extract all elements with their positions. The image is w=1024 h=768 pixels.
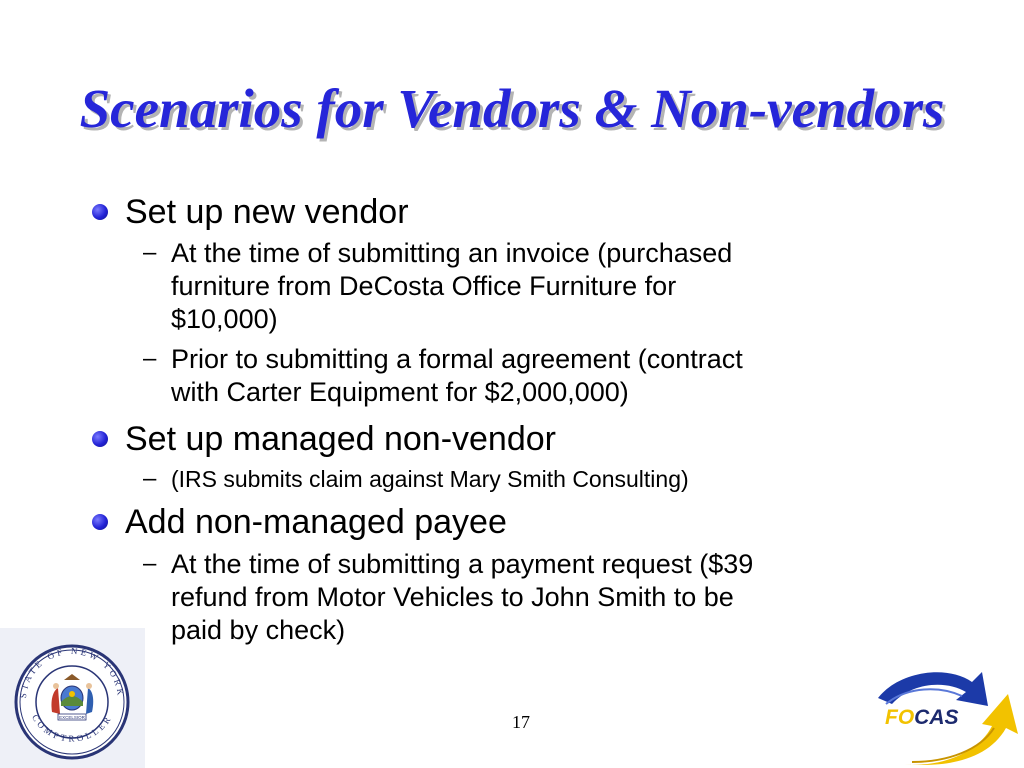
sub-item-line: (IRS submits claim against Mary Smith Consulting) [171, 466, 689, 492]
dash-marker: – [143, 465, 157, 492]
sub-item-line: At the time of submitting a payment request ($39 [171, 549, 754, 579]
focas-wordmark [885, 706, 959, 730]
sub-item-line: refund from Motor Vehicles to John Smith to be [171, 582, 734, 612]
bullet-item: Add non-managed payee [125, 503, 507, 541]
focas-fo: FO [885, 706, 915, 729]
sub-item-line: furniture from DeCosta Office Furniture for [171, 271, 677, 301]
sub-item-line: Prior to submitting a formal agreement (contract [171, 344, 743, 374]
seal-top-text: STATE OF NEW YORK [17, 645, 127, 699]
focas-cas: CAS [914, 706, 959, 729]
sub-item-line: with Carter Equipment for $2,000,000) [171, 377, 629, 407]
bullet-dot [92, 431, 108, 447]
page-number: 17 [512, 712, 530, 732]
seal-motto: EXCELSIOR [59, 715, 85, 720]
slide-title: Scenarios for Vendors & Non-vendors [79, 78, 945, 139]
dash-marker: – [143, 345, 157, 372]
bullet-item: Set up managed non-vendor [125, 420, 556, 458]
bullet-item: Set up new vendor [125, 193, 409, 231]
sub-item-line: paid by check) [171, 615, 346, 645]
sub-item-line: At the time of submitting an invoice (purchased [171, 238, 733, 268]
comptroller-seal-logo [0, 628, 145, 768]
seal-bottom-text: COMPTROLLER [29, 712, 115, 744]
dash-marker: – [143, 239, 157, 266]
dash-marker: – [143, 550, 157, 577]
bullet-dot [92, 204, 108, 220]
sub-item-line: $10,000) [171, 304, 278, 334]
bullet-dot [92, 514, 108, 530]
